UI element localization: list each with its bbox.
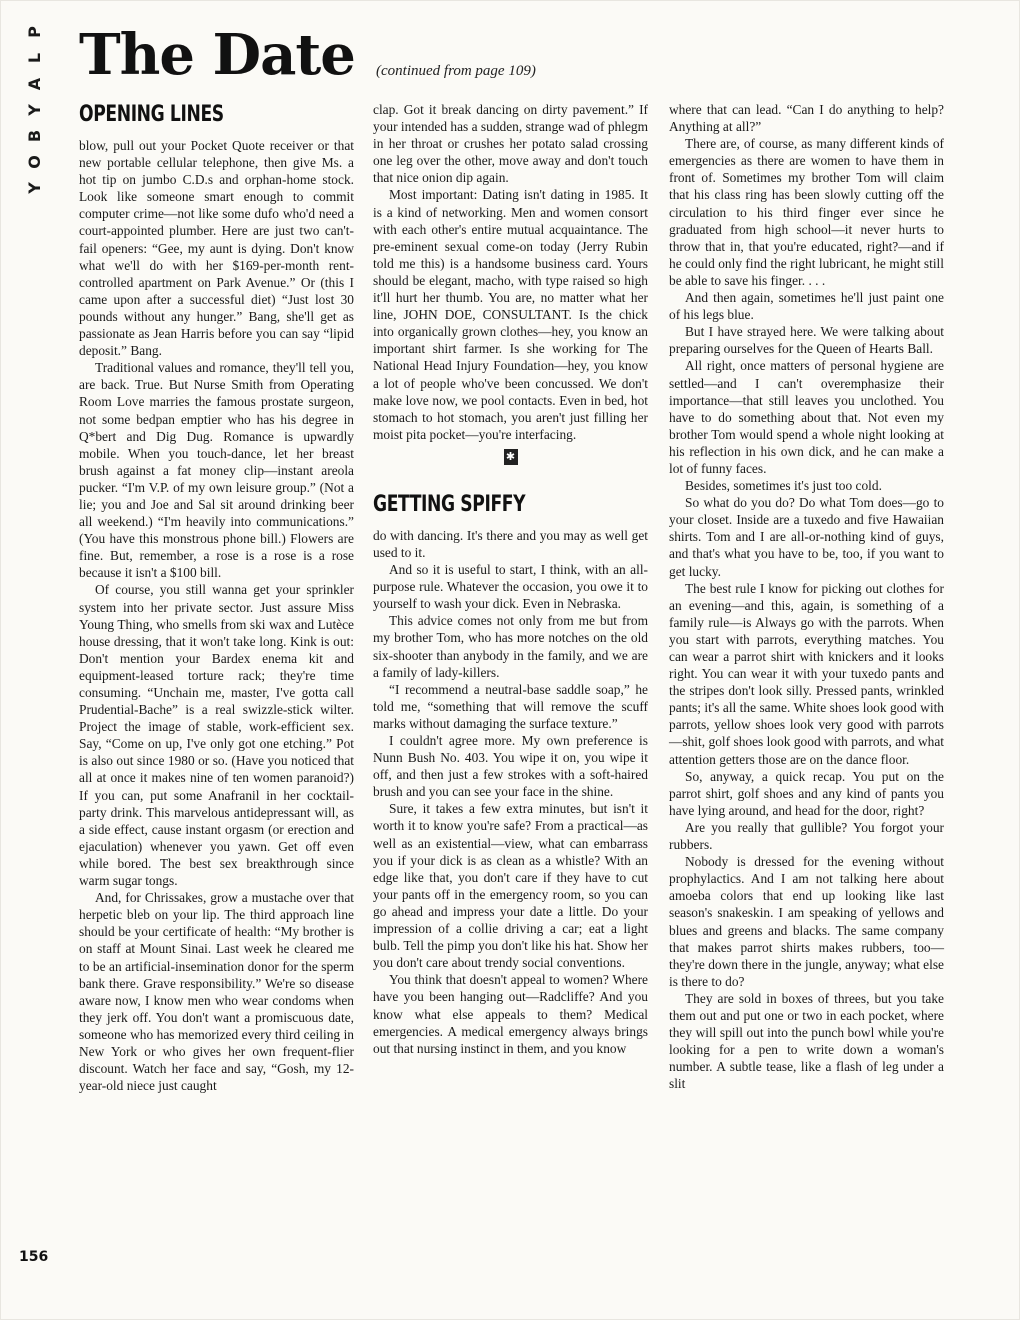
paragraph: You think that doesn't appeal to women? Where have you been hanging out—Radcliffe? And you know what else appeals to them? Medical emergencies. A medical emergency always brings out that nursing instinct in them, and you know: [373, 972, 648, 1056]
paragraph: They are sold in boxes of threes, but you take them out and put one or two in each pocket, where they will spill out into the punch bowl while you're looking for a pen to write down a woman's number. A subtle tease, like a flash of leg under a slit: [669, 990, 944, 1092]
text-column-2: [373, 101, 648, 1057]
paragraph: clap. Got it break dancing on dirty pavement.” If your intended has a sudden, strange wad of phlegm in her throat or crushes her potato salad crossing one leg over the other, move away and don't touch that nice onion dip again.: [373, 102, 648, 186]
paragraph: do with dancing. It's there and you may as well get used to it.: [373, 527, 648, 560]
side-letter: P: [24, 26, 44, 38]
paragraph: Of course, you still wanna get your sprinkler system into her private sector. Just assure Miss Young Thing, who smells from ski wax and Lutèce house dressing, that it won't take long. Kink is out: Don't mention your Bardex enema kit and equipment-leased torture rack; they're time consuming. “Unchain me, master, I've gotta call Prudential-Bache” is a real swizzle-stick wilter. Project the image of stable, work-efficient sex. Say, “Come on up, I've only got one etching.” Pot is also out since 1980 or so. (Have you noticed that all at once it makes nine of ten women paranoid?) If you can, put some Anafranil in her cocktail-party drink. This marvelous antidepressant will, as a side effect, cause instant orgasm (or erection and ejaculation) whenever you yawn. Get off even while bored. The best sex breakthrough since warm sugar tongs.: [79, 582, 354, 889]
paragraph: Besides, sometimes it's just too cold.: [685, 478, 882, 494]
paragraph: where that can lead. “Can I do anything to help? Anything at all?”: [669, 102, 944, 135]
paragraph: So what do you do? Do what Tom does—go to your closet. Inside are a tuxedo and five Hawaiian shirts. Tom and I are all-or-nothing kind of guys, and that's what you have to be, too, if you want to get lucky.: [669, 495, 944, 579]
side-letter: Y: [25, 104, 44, 116]
section-heading-opening-lines: OPENING LINES: [79, 102, 224, 127]
side-letter: L: [24, 52, 44, 64]
article-title: The Date: [79, 22, 355, 88]
paragraph: Sure, it takes a few extra minutes, but isn't it worth it to know you're safe? From a practical—as well as an existential—view, what can embarrass you if your dick is as clean as a whistle? With an edge like that, you don't care if they have to cut your pants off in the emergency room, so you can go ahead and impress your date a little. Do your impression of a collie driving a car; eat a light bulb. Tell the pimp you don't like his hat. Show her you don't care about trendy social conventions.: [373, 801, 648, 971]
magazine-side-brand: [23, 19, 47, 201]
paragraph: This advice comes not only from me but from my brother Tom, who has more notches on the old six-shooter than anybody in the family, and we are a family of lady-killers.: [373, 613, 648, 680]
paragraph: Nobody is dressed for the evening without prophylactics. And I am not talking here about amoeba colors that end up looking like last season's snakeskin. I am speaking of yellows and blues and greens and blacks. The same company that makes parrot shirts makes rubbers, too—they're down there in the jungle, anyway; what else is there to do?: [669, 854, 944, 989]
paragraph: Traditional values and romance, they'll tell you, are back. True. But Nurse Smith from Operating Room Love marries the famous prostate surgeon, not some bedpan emptier who has his degree in Q*bert and Dig Dug. Romance is upwardly mobile. When you touch-dance, let her breast brush against a fat money clip—instant areola pucker. “I'm V.P. of my own leisure group.” (Not a lie; you and Joe and Sal sit around drinking beer all weekend.) “I'm heavily into communications.” (You have this monstrous phone bill.) Flowers are fine. But, remember, a rose is a rose is a rose because it isn't a $100 bill.: [79, 360, 354, 581]
text-column-1: [79, 101, 354, 1094]
section-heading-getting-spiffy: GETTING SPIFFY: [373, 491, 526, 517]
side-letter: Y: [25, 182, 44, 194]
paragraph: “I recommend a neutral-base saddle soap,” he told me, “something that will remove the scuff marks without damaging the surface texture.”: [373, 681, 648, 731]
end-mark-icon: ✱: [504, 449, 518, 465]
paragraph: Are you really that gullible? You forgot your rubbers.: [669, 819, 944, 853]
side-letter: A: [24, 77, 44, 91]
side-letter: O: [24, 155, 44, 169]
side-letter: B: [24, 129, 44, 143]
paragraph: There are, of course, as many different kinds of emergencies as there are women to have them in front of. Sometimes my brother Tom will claim that his class ring has been slowly cutting off the circulation to his third finger ever since he graduated from high school—it never hurts to throw that in, that you're educated, right?—and if he could only find the right lubricant, he might still be able to save his finger. . . .: [669, 136, 944, 288]
paragraph: And so it is useful to start, I think, with an all-purpose rule. Whatever the occasion, you owe it to yourself to wash your dick. Even in Nebraska.: [373, 562, 648, 612]
continued-note: (continued from page 109): [376, 63, 536, 79]
paragraph: The best rule I know for picking out clothes for an evening—and this, again, is something of a family rule—is Always go with the parrots. When you start with parrots, everything matches. You can wear a parrot shirt with knickers and it looks right. You can wear it with your tuxedo pants and the stripes don't look silly. Pressed pants, wrinkled pants; it's all the same. White shoes look good with parrots, yellow shoes look very good with parrots—shit, golf shoes look good with parrots, and what attention getters those are on the dance floor.: [669, 580, 944, 767]
paragraph: And then again, sometimes he'll just paint one of his legs blue.: [669, 290, 944, 323]
paragraph: Most important: Dating isn't dating in 1985. It is a kind of networking. Men and women consort with each other's entire mutual acquaintance. The pre-eminent sexual come-on today (Jerry Rubin told me this) is a handsome business card. Yours should be elegant, macho, with type raised so high it'll hurt her thumb. You are, no matter what her line, JOHN DOE, CONSULTANT. Is the chick into organically grown clothes—hey, you know an important shirt farmer. Is she working for The National Head Injury Foundation—hey, you know a lot of people who've been concussed. We don't make love now, we pool contacts. Even in bed, hot stomach to hot stomach, you aren't just filling her moist pita pocket—you're interfacing.: [373, 187, 648, 442]
paragraph: I couldn't agree more. My own preference is Nunn Bush No. 403. You wipe it on, you wipe it off, and then just a few strokes with a soft-haired brush and you can see your face in the shine.: [373, 733, 648, 800]
paragraph: And, for Chrissakes, grow a mustache over that herpetic bleb on your lip. The third approach line should be your certificate of health: “My brother is on staff at Mount Sinai. Last week he cleared me to be an artificial-insemination donor for the sperm bank there. Grave responsibility.” We're so disease aware now, I know men who wear condoms when they jerk off. You don't want a promiscuous date, someone who has memorized every third ceiling in New York or who gives her own frequent-flier discount. Watch her face and say, “Gosh, my 12-year-old niece just caught: [79, 890, 354, 1094]
paragraph: So, anyway, a quick recap. You put on the parrot shirt, golf shoes and any kind of pants you have lying around, and head for the door, right?: [669, 768, 944, 818]
paragraph: But I have strayed here. We were talking about preparing ourselves for the Queen of Hearts Ball.: [669, 324, 944, 357]
paragraph: blow, pull out your Pocket Quote receiver or that new portable cellular telephone, then give Ms. a hot tip on jumbo C.D.s and orphan-home stock. Look like someone smart enough to commit computer crime—not like some dufo who'd need a court-appointed plumber. Here are just two can't-fail openers: “Gee, my aunt is dying. Don't know what we'll do with her $169-per-month rent-controlled apartment on Park Avenue.” Or (this I came upon after a successful diet) “Just lost 30 pounds without any hunger.” Bang, she'll get as passionate as Jean Harris before you can say “lipid deposit.” Bang.: [79, 138, 354, 359]
paragraph: All right, once matters of personal hygiene are settled—and I can't overemphasize their importance—that still leaves you unclothed. You have to do something about that. Not even my brother Tom would spend a whole night looking at his reflection in his own dick, and he can make a lot of funny faces.: [669, 358, 944, 476]
page-number: 156: [19, 1249, 49, 1265]
text-column-3: [669, 101, 944, 1092]
